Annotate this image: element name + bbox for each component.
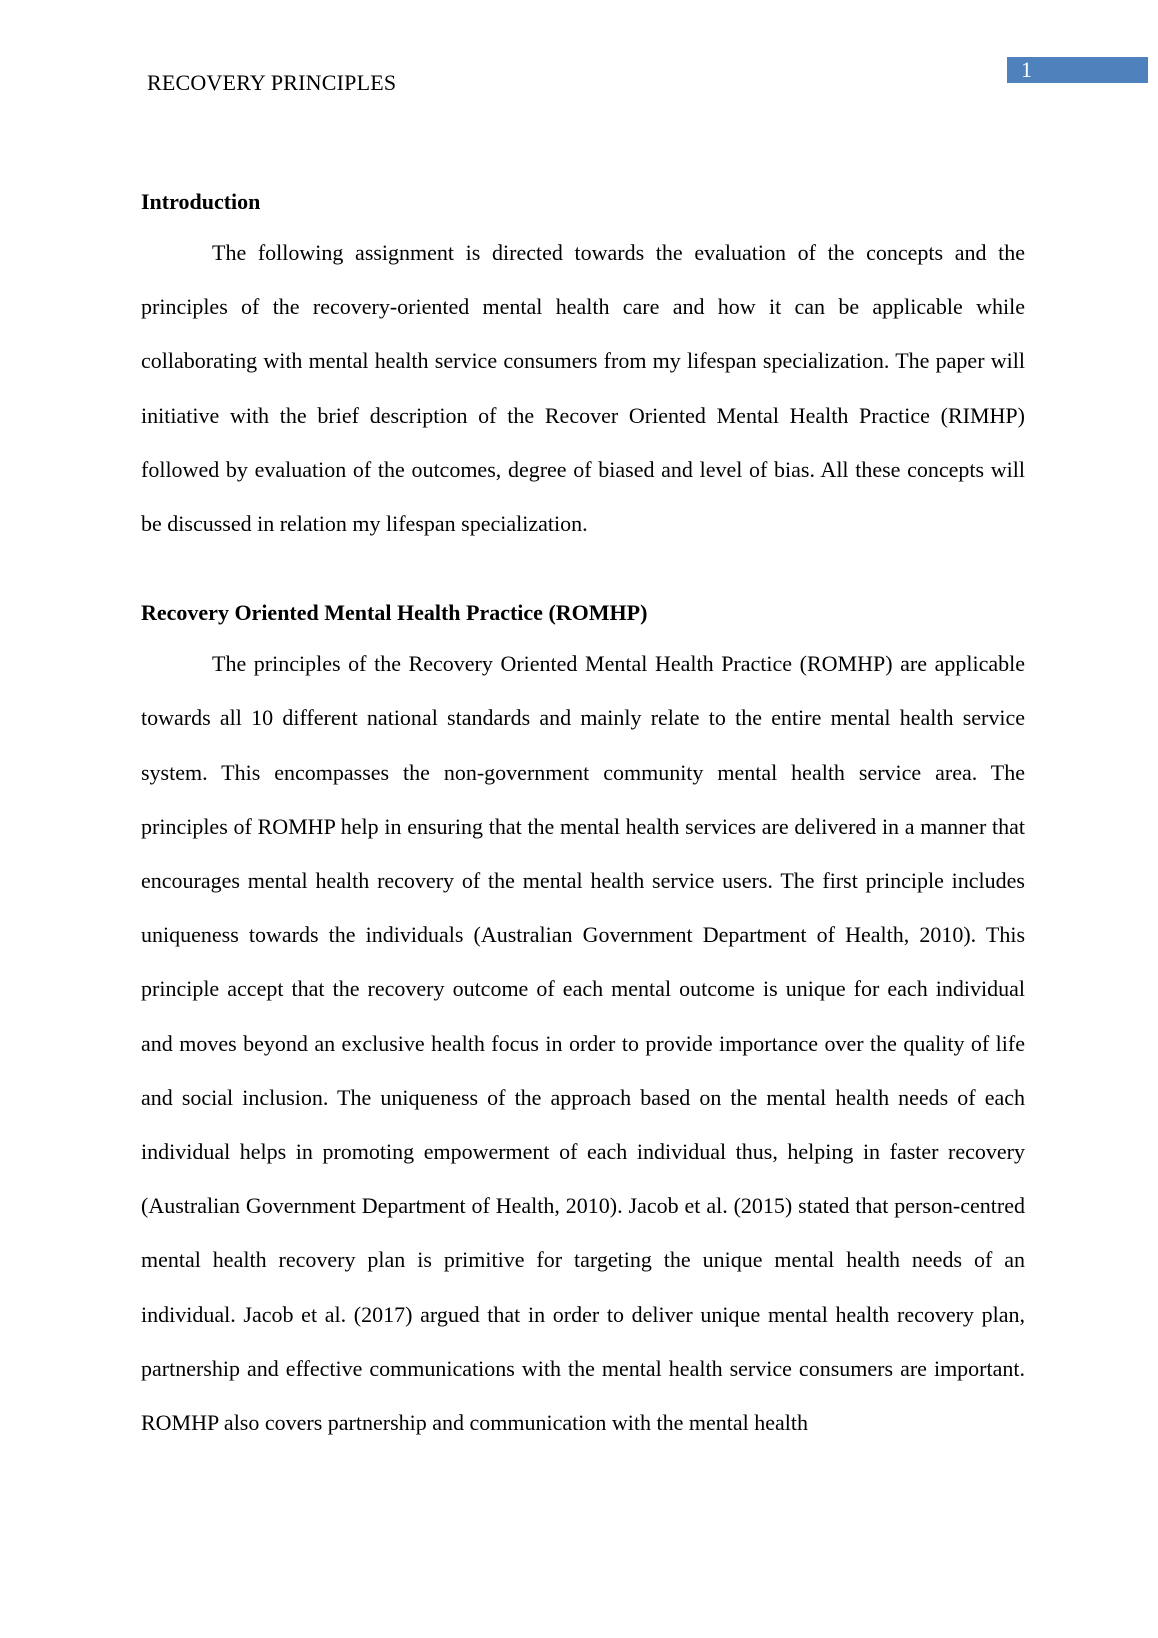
- section-heading-introduction: Introduction: [141, 189, 261, 214]
- paragraph-romhp: The principles of the Recovery Oriented Mental Health Practice (ROMHP) are applicable towards all 10 different national standards and mainly relate to the entire mental health service system. This encompasses the non-government community mental health service area. The principles of ROMHP help in ensuring that the mental health services are delivered in a manner that encourages mental health recovery of the mental health service users. The first principle includes uniqueness towards the individuals (Australian Government Department of Health, 2010). This principle accept that the recovery outcome of each mental outcome is unique for each individual and moves beyond an exclusive health focus in order to provide importance over the quality of life and social inclusion. The uniqueness of the approach based on the mental health needs of each individual helps in promoting empowerment of each individual thus, helping in faster recovery (Australian Government Department of Health, 2010). Jacob et al. (2015) stated that person-centred mental health recovery plan is primitive for targeting the unique mental health needs of an individual. Jacob et al. (2017) argued that in order to deliver unique mental health recovery plan, partnership and effective communications with the mental health service consumers are important. ROMHP also covers partnership and communication with the mental health: [141, 651, 1025, 1436]
- document-body: [141, 180, 1025, 1450]
- paragraph-introduction: The following assignment is directed towards the evaluation of the concepts and the principles of the recovery-oriented mental health care and how it can be applicable while collaborating with mental health service consumers from my lifespan specialization. The paper will initiative with the brief description of the Recover Oriented Mental Health Practice (RIMHP) followed by evaluation of the outcomes, degree of biased and level of bias. All these concepts will be discussed in relation my lifespan specialization.: [141, 240, 1025, 537]
- running-head: RECOVERY PRINCIPLES: [147, 70, 397, 95]
- section-heading-romhp: Recovery Oriented Mental Health Practice (ROMHP): [141, 600, 648, 626]
- page-number: 1: [1007, 57, 1148, 83]
